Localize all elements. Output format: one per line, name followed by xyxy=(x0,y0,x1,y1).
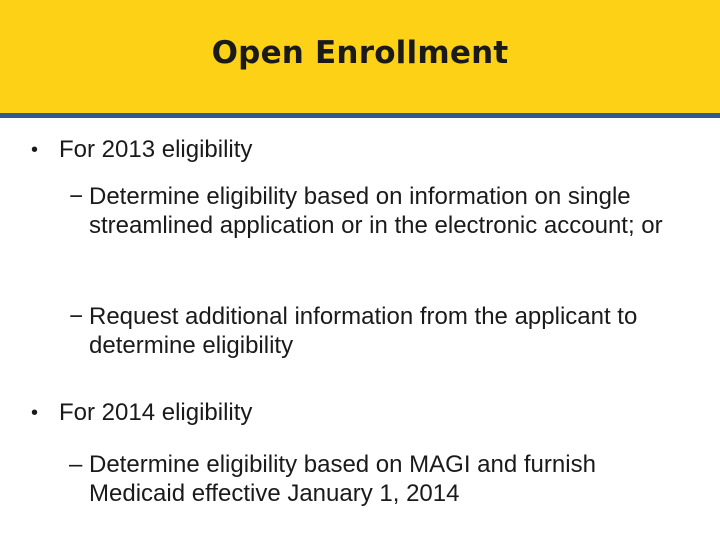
bullet-marker: • xyxy=(31,139,39,161)
subitem-marker: − xyxy=(69,183,84,210)
bullet-text: For 2014 eligibility xyxy=(59,399,253,426)
title-band xyxy=(0,0,720,113)
subitem-text: Determine eligibility based on information on single streamlined application or in the electronic account; or xyxy=(89,183,663,239)
subitem-text: Request additional information from the applicant to determine eligibility xyxy=(89,303,638,359)
slide-title: Open Enrollment xyxy=(211,34,509,71)
subitem-marker: − xyxy=(69,303,84,330)
bullet-marker: • xyxy=(31,402,39,424)
subitem-text: Determine eligibility based on MAGI and furnish Medicaid effective January 1, 2014 xyxy=(89,451,596,507)
title-divider xyxy=(0,113,720,118)
subitem-marker: – xyxy=(69,451,83,478)
bullet-text: For 2013 eligibility xyxy=(59,136,253,163)
